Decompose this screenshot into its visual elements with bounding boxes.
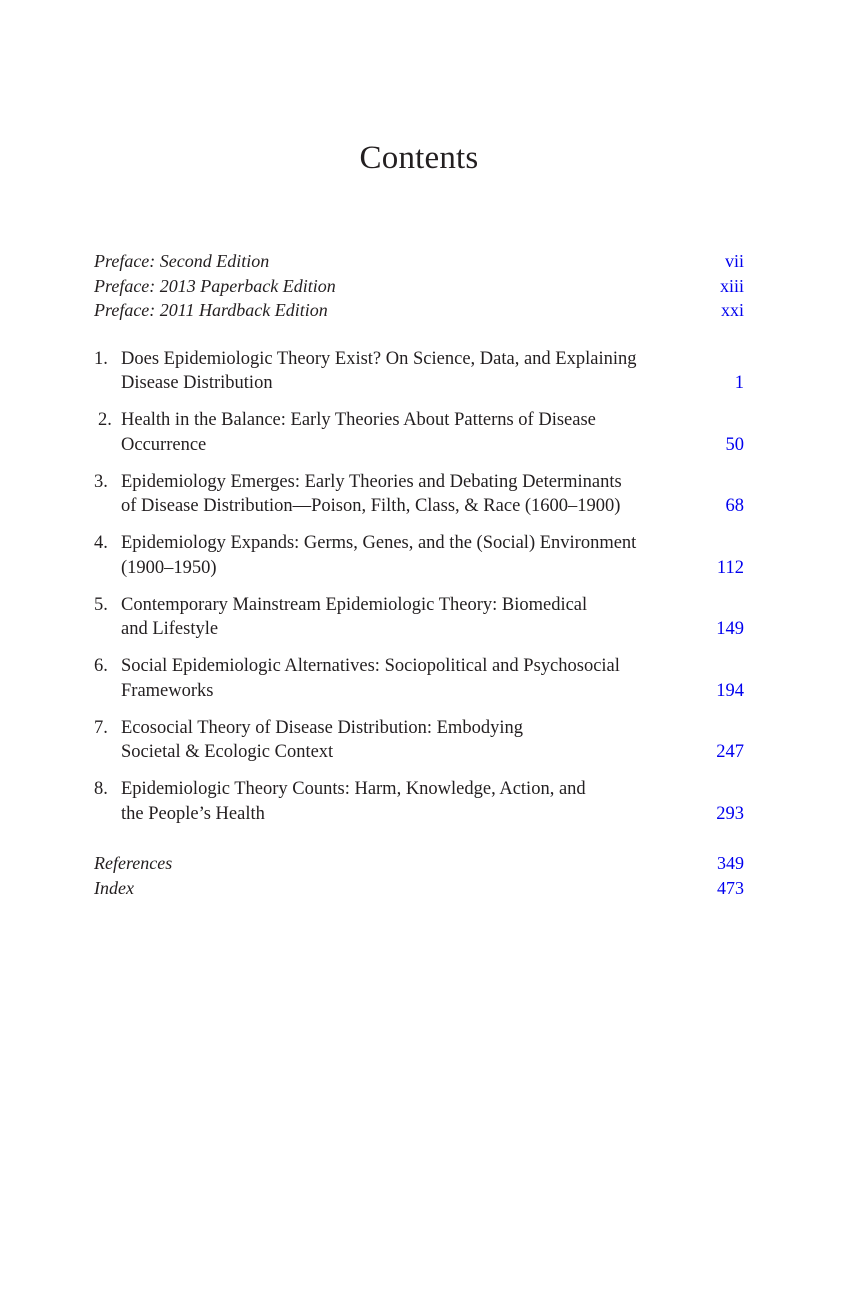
front-matter-label: Preface: Second Edition (94, 251, 270, 271)
page-number-link[interactable]: vii (724, 251, 744, 271)
chapter-entry-7 (94, 716, 744, 765)
chapter-number: 3. (94, 471, 108, 492)
chapter-title-line: Contemporary Mainstream Epidemiologic Theory: Biomedical (121, 594, 588, 615)
chapter-number: 1. (94, 348, 108, 369)
chapter-title (121, 777, 716, 826)
front-matter-item (94, 249, 744, 274)
page-number-link[interactable]: 112 (716, 557, 744, 578)
back-matter-label: References (94, 853, 173, 873)
page-number-link[interactable]: 194 (716, 680, 744, 701)
chapter-number: 4. (94, 533, 108, 553)
front-matter-list (94, 249, 744, 323)
chapter-list (94, 347, 744, 827)
chapter-title (121, 408, 726, 457)
chapter-title (121, 593, 716, 642)
chapter-title-line: the People’s Health (121, 803, 265, 824)
chapter-number: 5. (94, 594, 108, 615)
chapter-entry-5 (94, 593, 744, 642)
back-matter-item (94, 876, 744, 901)
chapter-entry-3 (94, 470, 744, 519)
page-number-link[interactable]: 293 (716, 803, 744, 824)
chapter-entry-4 (94, 531, 744, 580)
page-number-link[interactable]: 247 (716, 742, 744, 762)
chapter-number: 8. (94, 779, 108, 799)
chapter-entry-2 (94, 408, 744, 457)
page-number-link[interactable]: 473 (717, 877, 744, 898)
chapter-title (121, 531, 717, 580)
front-matter-label: Preface: 2013 Paperback Edition (94, 275, 336, 296)
chapter-title (121, 654, 716, 703)
page-number-link[interactable]: 50 (725, 434, 744, 455)
chapter-title-line: and Lifestyle (121, 619, 219, 639)
chapter-title-line: (1900–1950) (121, 557, 217, 578)
front-matter-item (94, 274, 744, 299)
chapter-title-line: Social Epidemiologic Alternatives: Sociopolitical and Psychosocial (121, 656, 620, 676)
page-title: Contents (359, 140, 479, 176)
chapter-title (121, 347, 735, 396)
chapter-title (121, 470, 726, 519)
chapter-title-line: Occurrence (121, 434, 207, 455)
page-number-link[interactable]: xxi (720, 300, 744, 320)
back-matter-list (94, 851, 744, 900)
page-number-link[interactable]: 349 (717, 853, 744, 873)
page-number-link[interactable]: xiii (719, 275, 744, 296)
chapter-title-line: Epidemiology Expands: Germs, Genes, and the (Social) Environment (121, 533, 637, 553)
page-number-link[interactable]: 68 (725, 496, 744, 516)
table-of-contents (94, 249, 744, 900)
front-matter-label: Preface: 2011 Hardback Edition (94, 300, 328, 320)
front-matter-item (94, 298, 744, 323)
chapter-title (121, 716, 716, 765)
chapter-title-line: Ecosocial Theory of Disease Distribution: Embodying (121, 717, 523, 738)
chapter-title-line: Disease Distribution (121, 373, 273, 393)
chapter-number: 7. (94, 717, 108, 738)
chapter-entry-6 (94, 654, 744, 703)
chapter-title-line: Frameworks (121, 680, 214, 701)
chapter-title-line: Does Epidemiologic Theory Exist? On Science, Data, and Explaining (121, 348, 637, 369)
chapter-title-line: Health in the Balance: Early Theories About Patterns of Disease (121, 410, 596, 430)
chapter-number: 6. (94, 656, 108, 676)
chapter-title-line: Societal & Ecologic Context (121, 742, 334, 762)
back-matter-item (94, 851, 744, 876)
page-number-link[interactable]: 1 (734, 373, 744, 393)
chapter-title-line: Epidemiology Emerges: Early Theories and Debating Determinants (121, 471, 622, 492)
chapter-entry-1 (94, 347, 744, 396)
chapter-entry-8 (94, 777, 744, 826)
chapter-number: 2. (98, 410, 112, 430)
page-number-link[interactable]: 149 (716, 619, 744, 639)
back-matter-label: Index (94, 877, 134, 898)
chapter-title-line: of Disease Distribution—Poison, Filth, Class, & Race (1600–1900) (121, 496, 621, 516)
chapter-title-line: Epidemiologic Theory Counts: Harm, Knowledge, Action, and (121, 779, 586, 799)
